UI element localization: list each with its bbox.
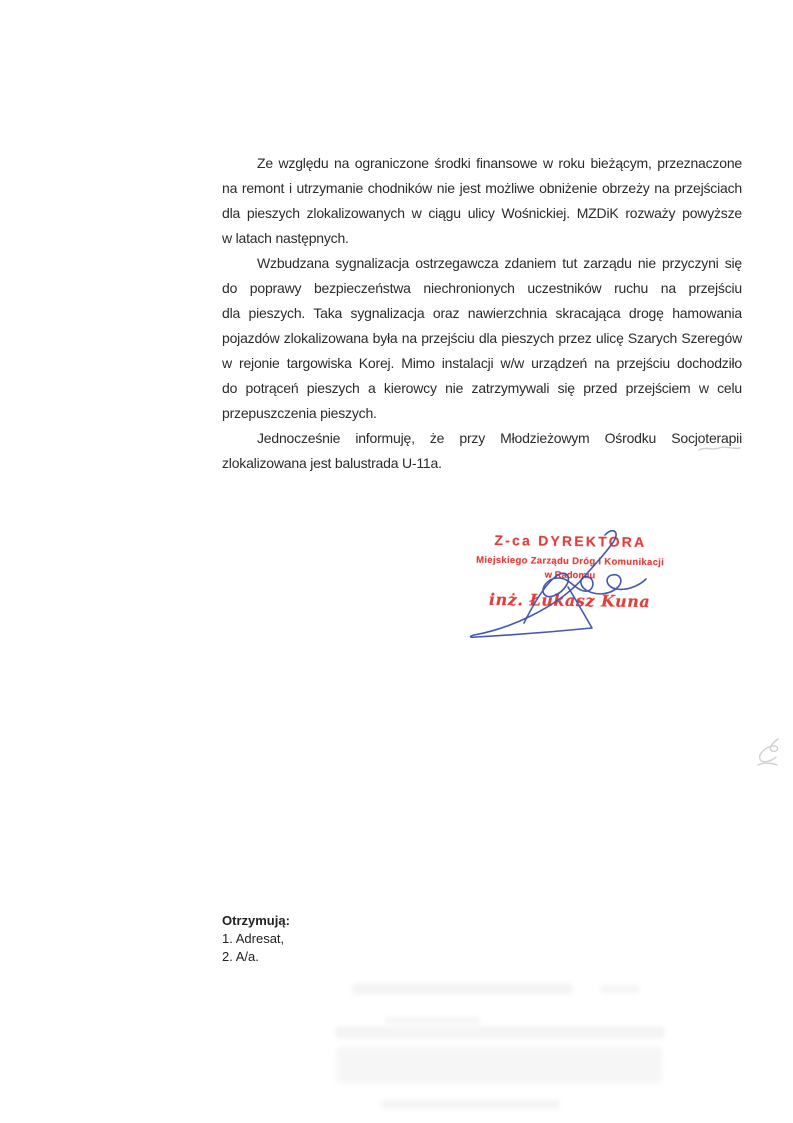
- scan-smudge: [698, 444, 742, 454]
- bleed-through-mark: [385, 1017, 480, 1024]
- text-line: zlokalizowana jest balustrada U-11a.: [222, 455, 442, 471]
- distribution-heading: Otrzymują:: [222, 913, 290, 928]
- text-line: w latach następnych.: [222, 230, 349, 246]
- handwritten-signature: [450, 525, 690, 645]
- paragraph: [222, 426, 742, 476]
- text-line: do poprawy bezpieczeństwa niechronionych uczestników ruchu na przejściu: [222, 280, 742, 296]
- paragraph: [222, 151, 742, 251]
- text-line: pojazdów zlokalizowana była na przejściu dla pieszych przez ulicę Szarych Szeregów: [222, 330, 742, 346]
- bleed-through-mark: [352, 983, 572, 995]
- stamp-title: Z-ca DYREKTORA: [494, 531, 647, 551]
- text-line: przepuszczenia pieszych.: [222, 405, 377, 421]
- stamp-signer-name: inż. Łukasz Kuna: [488, 589, 651, 612]
- distribution-list: [222, 912, 290, 966]
- text-line: do potrąceń pieszych a kierowcy nie zatrzymywali się przed przejściem w celu: [222, 380, 742, 396]
- text-line: Wzbudzana sygnalizacja ostrzegawcza zdaniem tut zarządu nie przyczyni się: [257, 255, 742, 271]
- text-line: w rejonie targowiska Korej. Mimo instalacji w/w urządzeń na przejściu dochodziło: [222, 355, 742, 371]
- bleed-through-mark: [336, 1046, 662, 1084]
- paragraph: [222, 251, 742, 426]
- body-text: [222, 151, 742, 476]
- distribution-item: 2. A/a.: [222, 949, 259, 964]
- bleed-through-mark: [335, 1026, 665, 1039]
- scan-scribble: [750, 735, 786, 775]
- stamp-org-line1: Miejskiego Zarządu Dróg i Komunikacji: [476, 554, 665, 569]
- text-line: dla pieszych zlokalizowanych w ciągu ulicy Wośnickiej. MZDiK rozważy powyższe: [222, 205, 742, 221]
- distribution-item: 1. Adresat,: [222, 931, 285, 946]
- text-line: na remont i utrzymanie chodników nie jest możliwe obniżenie obrzeży na przejściach: [222, 180, 742, 196]
- bleed-through-mark: [600, 985, 640, 994]
- text-line: dla pieszych. Taka sygnalizacja oraz nawierzchnia skracająca drogę hamowania: [222, 305, 742, 321]
- stamp-org-line2: w Radomiu: [544, 569, 596, 582]
- text-line: Jednocześnie informuję, że przy Młodzieżowym Ośrodku Socjoterapii: [257, 430, 742, 446]
- text-line: Ze względu na ograniczone środki finansowe w roku bieżącym, przeznaczone: [257, 155, 742, 171]
- bleed-through-mark: [380, 1100, 560, 1109]
